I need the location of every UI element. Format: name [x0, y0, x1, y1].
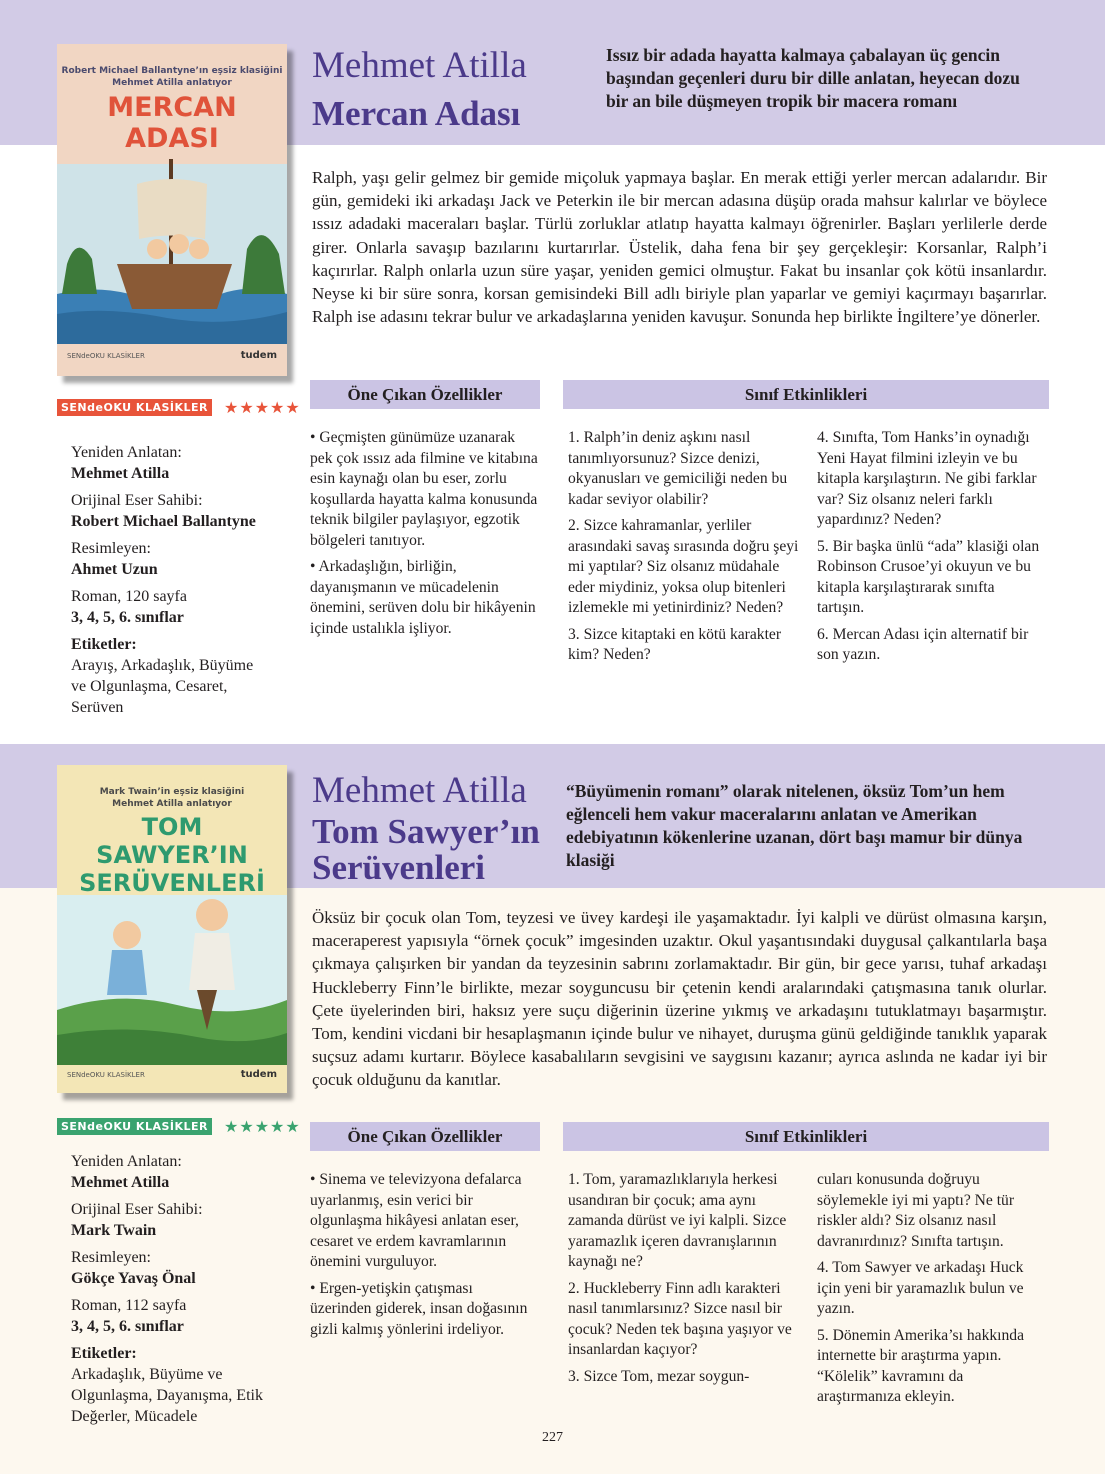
series-badge-row-1	[57, 398, 301, 416]
book-title-2	[312, 814, 540, 886]
meta-tags: Arayış, Arkadaşlık, Büyüme ve Olgunlaşma, Cesaret, Serüven	[71, 657, 254, 716]
book-title-line: Tom Sawyer’ın	[312, 812, 540, 851]
features-list-2	[310, 1170, 538, 1346]
activities-header-2: Sınıf Etkinlikleri	[563, 1122, 1049, 1151]
feature-item: • Geçmişten günümüze uzanarak pek çok ıssız ada filmine ve kitabına esin kaynağı olan bu eser, zorlu koşullarda hayatta kalma konusunda teknik bilgiler paylaşıyor, egzotik bölgeleri tanıtıyor.	[310, 429, 538, 549]
activities-header-1: Sınıf Etkinlikleri	[563, 380, 1049, 409]
feature-item: • Ergen-yetişkin çatışması üzerinden giderek, insan doğasının gizli kalmış yönlerini irdeliyor.	[310, 1279, 528, 1338]
features-header-2: Öne Çıkan Özellikler	[310, 1122, 540, 1151]
book-title-1	[312, 96, 520, 132]
cover-credit-line1: Mark Twain’in eşsiz klasiğini	[99, 787, 245, 797]
series-badge: SENdeOKU KLASİKLER	[57, 1118, 212, 1135]
meta-grades: 3, 4, 5, 6. sınıflar	[71, 609, 184, 626]
page-number: 227	[542, 1430, 563, 1445]
meta-grades: 3, 4, 5, 6. sınıflar	[71, 1318, 184, 1335]
book-cover-2	[57, 765, 287, 1093]
meta-format: Roman, 112 sayfa	[71, 1297, 187, 1314]
book-author-2: Mehmet Atilla	[312, 770, 527, 811]
cover-credit-line2: Mehmet Atilla anlatıyor	[112, 799, 232, 809]
feature-item: • Sinema ve televizyona defalarca uyarlanmış, esin verici bir olgunlaşma hikâyesi anlatan eser, cesaret ve erdem kavramlarının önemini vurguluyor.	[310, 1171, 522, 1270]
meta-label-illustrator: Resimleyen:	[71, 540, 151, 557]
book-author-1: Mehmet Atilla	[312, 45, 527, 86]
activity-item: 5. Dönemin Amerika’sı hakkında internette bir araştırma yapın. “Kölelik” kavramını da araştırmanıza ekleyin.	[817, 1326, 1025, 1405]
book-teaser-2: “Büyümenin romanı” olarak nitelenen, öksüz Tom’un hem eğlenceli hem vakur maceralarını anlatan ve Amerikan edebiyatının kökenlerine uzanan, dört başı mamur bir dünya klasiği	[566, 781, 1023, 870]
series-badge: SENdeOKU KLASİKLER	[57, 399, 212, 416]
activity-item: 3. Sizce kitaptaki en kötü karakter kim? Neden?	[568, 625, 782, 663]
meta-value-reteller: Mehmet Atilla	[71, 465, 170, 482]
features-list-1	[310, 428, 538, 645]
activities-col1-2	[568, 1170, 800, 1393]
activities-col2-2	[817, 1170, 1045, 1414]
book-cover-1	[57, 44, 287, 376]
meta-value-original-author: Robert Michael Ballantyne	[71, 513, 256, 530]
activity-item: 6. Mercan Adası için alternatif bir son yazın.	[817, 625, 1029, 663]
cover-credit-line1: Robert Michael Ballantyne’ın eşsiz klasiğini	[61, 66, 283, 76]
cover-credit-line2: Mehmet Atilla anlatıyor	[112, 78, 232, 88]
activity-item: 4. Tom Sawyer ve arkadaşı Huck için yeni bir yaramazlık bulun ve yazın.	[817, 1259, 1024, 1317]
activity-item: 2. Huckleberry Finn adlı karakteri nasıl tanımlarsınız? Sizce nasıl bir çocuk? Neden tek başına yaşıyor ve insanlardan kaçıyor?	[568, 1279, 792, 1358]
activities-col2-1	[817, 428, 1045, 672]
activities-col1-1	[568, 428, 800, 672]
feature-item: • Arkadaşlığın, birliğin, dayanışmanın ve mücadelenin önemini, serüven dolu bir hikâyenin içinde ustalıkla işliyor.	[310, 558, 536, 637]
meta-tags-label: Etiketler:	[71, 636, 137, 653]
meta-tags: Arkadaşlık, Büyüme ve Olgunlaşma, Dayanışma, Etik Değerler, Mücadele	[71, 1366, 263, 1425]
meta-label-original-author: Orijinal Eser Sahibi:	[71, 492, 203, 509]
book-meta-2	[71, 1151, 291, 1427]
book-title-line: Serüvenleri	[312, 848, 486, 887]
meta-label-reteller: Yeniden Anlatan:	[71, 1153, 182, 1170]
meta-tags-label: Etiketler:	[71, 1345, 137, 1362]
book-title-line: Mercan Adası	[312, 94, 521, 133]
book-meta-1	[71, 442, 291, 718]
features-header-1: Öne Çıkan Özellikler	[310, 380, 540, 409]
meta-value-reteller: Mehmet Atilla	[71, 1174, 170, 1191]
book-summary-2: Öksüz bir çocuk olan Tom, teyzesi ve üvey kardeşi ile yaşamaktadır. İyi kalpli ve dürüst olmasına karşın, maceraperest yapısıyla “örnek çocuk” imgesinden uzaktır. Okul yaşantısındaki duygusal çalkantılarla başa çıkmaya çalışırken bir yandan da teyzesinin sabrını zorlamaktadır. Bir gün, bir gece yarısı, tuhaf arkadaşı Huckleberry Finn’le birlikte, mezar soyguncusu bir çetenin kendi aralarındaki çatışmasına tanık olurlar. Çete üyelerinden biri, haksız yere suçu diğerinin üzerine yıkmış ve arkadaşını tutuklatmayı başarmıştır. Tom, kendini vicdani bir hesaplaşmanın içinde bulur ve nihayet, duruşma günü geldiğinde tanıklık yaparak suçsuz adamı kurtarır. Böylece kasabalıların sevgisini ve saygısını kazanır; ayrıca aslında ne kadar iyi bir çocuk olduğunu da kanıtlar.	[312, 908, 1047, 1090]
rating-stars: ★★★★★	[224, 397, 301, 417]
rating-stars: ★★★★★	[224, 1116, 301, 1136]
meta-value-original-author: Mark Twain	[71, 1222, 157, 1239]
meta-format: Roman, 120 sayfa	[71, 588, 187, 605]
series-badge-row-2	[57, 1117, 301, 1135]
cover-series-logo: SENdeOKU KLASİKLER	[67, 1071, 145, 1079]
activity-item: 3. Sizce Tom, mezar soygun-	[568, 1367, 750, 1385]
meta-label-illustrator: Resimleyen:	[71, 1249, 151, 1266]
cover-publisher-logo: tudem	[240, 350, 277, 361]
book-summary-1: Ralph, yaşı gelir gelmez bir gemide miçoluk yapmaya başlar. En merak ettiği yerler mercan adalarıdır. Bir gün, gemideki iki arkadaşı Jack ve Peterkin ile bir mercan adasına düşüp orada mahsur kalırlar ve böylece ıssız adadaki maceraları başlar. Türlü zorluklar atlatıp hayatta kalmayı öğrenirler. Başları yerlilerle derde girer. Onlarla savaşıp bazılarını kurtarırlar. Üstelik, daha fena bir şey gerçekleşir: Korsanlar, Ralph’i kaçırırlar. Ralph onlarla uzun süre yaşar, yeniden gemici olmuştur. Fakat bu insanlar çok kötü insanlardır. Neyse ki bir süre sonra, korsan gemisindeki Bill adlı biriyle plan yaparlar ve gemiyi kaçırmayı başarırlar. Ralph ise adasını tekrar bulur ve arkadaşlarına yeniden kavuşur. Sonunda hep birlikte İngiltere’ye dönerler.	[312, 168, 1047, 327]
book-teaser-1: Issız bir adada hayatta kalmaya çabalayan üç gencin başından geçenleri duru bir dille anlatan, heyecan dozu bir an bile düşmeyen tropik bir macera romanı	[606, 45, 1020, 111]
meta-value-illustrator: Gökçe Yavaş Önal	[71, 1270, 196, 1287]
meta-label-reteller: Yeniden Anlatan:	[71, 444, 182, 461]
activity-item: 1. Ralph’in deniz aşkını nasıl tanımlıyorsunuz? Sizce denizi, okyanusları ve gemiciliği neden bu kadar seviyor olabilir?	[568, 429, 788, 508]
cover-publisher-logo: tudem	[240, 1069, 277, 1080]
cover-title: MERCAN ADASI	[107, 92, 237, 154]
activity-item: 4. Sınıfta, Tom Hanks’in oynadığı Yeni Hayat filmini izleyin ve bu kitapla karşılaştırın. Ne gibi farklar var? Siz olsanız neleri farklı yapardınız? Neden?	[817, 429, 1037, 528]
cover-series-logo: SENdeOKU KLASİKLER	[67, 352, 145, 360]
meta-label-original-author: Orijinal Eser Sahibi:	[71, 1201, 203, 1218]
activity-item: cuları konusunda doğruyu söylemekle iyi mi yaptı? Ne tür riskler aldı? Siz olsanız nasıl davranırdınız? Sınıfta tartışın.	[817, 1171, 1015, 1250]
activity-item: 5. Bir başka ünlü “ada” klasiği olan Robinson Crusoe’yi okuyun ve bu kitapla karşılaştırarak sınıfta tartışın.	[817, 537, 1040, 616]
meta-value-illustrator: Ahmet Uzun	[71, 561, 158, 578]
activity-item: 2. Sizce kahramanlar, yerliler arasındaki savaş sırasında doğru şeyi mi yaptılar? Siz olsanız müdahale eder miydiniz, yoksa olup bitenleri izlemekle mi yetinirdiniz? Neden?	[568, 517, 799, 616]
activity-item: 1. Tom, yaramazlıklarıyla herkesi usandıran bir çocuk; ama aynı zamanda dürüst ve iyi kalpli. Sizce yaramazlık içeren davranışlarının kaynağı ne?	[568, 1171, 787, 1270]
cover-title: TOM SAWYER’IN SERÜVENLERİ	[79, 813, 265, 897]
